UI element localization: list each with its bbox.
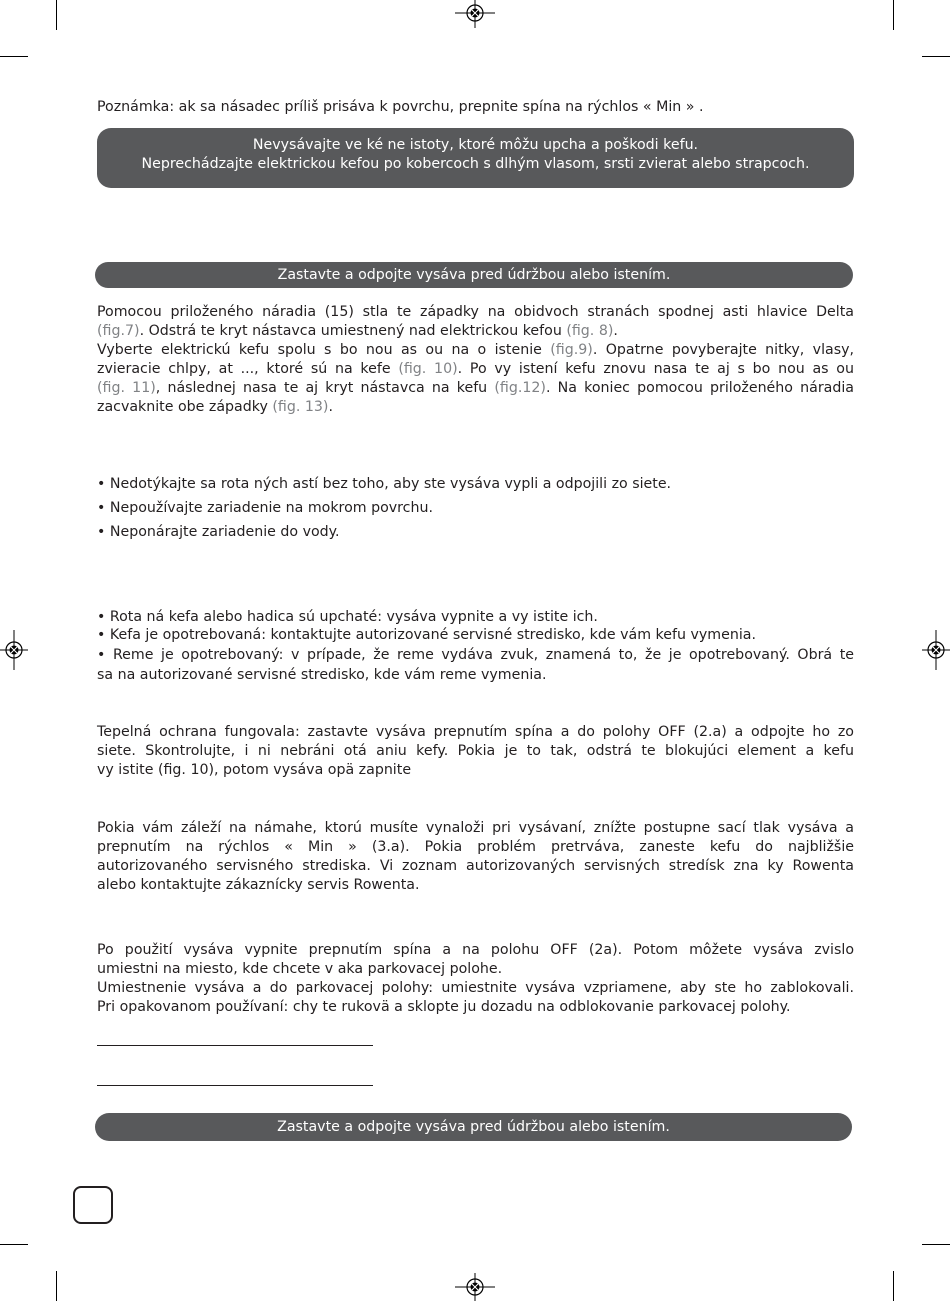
cleaning-text: zacvaknite obe západky xyxy=(97,399,273,415)
storage-line-1: Po použití vysáva vypnite prepnutím spína a na polohu OFF (2a). Potom môžete vysáva zvislo xyxy=(97,942,854,958)
trouble-bullet-cont: sa na autorizované servisné stredisko, kde vám reme vymenia. xyxy=(97,667,547,683)
registration-target-icon xyxy=(0,630,28,670)
thermal-line-3: vy istite (fig. 10), potom vysáva opä zapnite xyxy=(97,762,412,778)
crop-mark xyxy=(893,1271,894,1301)
registration-target-icon xyxy=(922,630,950,670)
cleaning-text: . Opatrne povyberajte nitky, vlasy, xyxy=(592,342,855,358)
safety-bullet: • Neponárajte zariadenie do vody. xyxy=(97,524,340,540)
trouble-bullet: • Reme je opotrebovaný: v prípade, že reme vydáva zvuk, znamená to, že je opotrebovaný. Obrá te xyxy=(97,647,854,663)
cleaning-text: . Na koniec pomocou priloženého náradia xyxy=(545,380,854,396)
cleaning-line-6 xyxy=(97,398,854,417)
figure-ref: (fig.7) xyxy=(97,323,140,339)
thermal-line-1: Tepelná ochrana fungovala: zastavte vysáva prepnutím spína a do polohy OFF (2.a) a odpojte ho zo xyxy=(97,724,854,740)
storage-line-3: Umiestnenie vysáva a do parkovacej polohy: umiestnite vysáva vzpriamene, aby ste ho zablokovali. xyxy=(97,980,854,996)
cleaning-line-4 xyxy=(97,360,854,379)
effort-line-4: alebo kontaktujte zákaznícky servis Rowenta. xyxy=(97,877,420,893)
trouble-bullet: • Rota ná kefa alebo hadica sú upchaté: vysáva vypnite a vy istite ich. xyxy=(97,609,598,625)
storage-line-4: Pri opakovanom používaní: chy te rukovä a sklopte ju dozadu na odblokovanie parkovacej polohy. xyxy=(97,999,791,1015)
trouble-bullet: • Kefa je opotrebovaná: kontaktujte autorizované servisné stredisko, kde vám kefu vymenia. xyxy=(97,627,756,643)
divider-line xyxy=(97,1045,373,1046)
cleaning-line-3 xyxy=(97,341,854,360)
maintenance-bar: Zastavte a odpojte vysáva pred údržbou alebo istením. xyxy=(95,262,853,288)
cleaning-text: Vyberte elektrickú kefu spolu s bo nou as ou na o istenie xyxy=(97,342,551,358)
warning-line-2: Neprechádzajte elektrickou kefou po kobercoch s dlhým vlasom, srsti zvierat alebo strapcoch. xyxy=(141,156,810,172)
cleaning-text: . xyxy=(613,323,618,339)
figure-ref: (fig. 11) xyxy=(97,380,156,396)
cleaning-line-5 xyxy=(97,379,854,398)
storage-line-2: umiestni na miesto, kde chcete v aka parkovacej polohe. xyxy=(97,961,503,977)
crop-mark xyxy=(56,1271,57,1301)
figure-ref: (fig. 10) xyxy=(398,361,458,377)
crop-mark xyxy=(922,1244,950,1245)
cleaning-line-2 xyxy=(97,322,854,341)
note-text: Poznámka: ak sa násadec príliš prisáva k povrchu, prepnite spína na rýchlos « Min » . xyxy=(97,99,704,115)
cleaning-text: , následnej nasa te aj kryt nástavca na kefu xyxy=(155,380,495,396)
warning-banner xyxy=(97,128,854,188)
safety-bullet: • Nepoužívajte zariadenie na mokrom povrchu. xyxy=(97,500,433,516)
figure-ref: (fig. 8) xyxy=(566,323,614,339)
effort-line-3: autorizovaného servisného strediska. Vi zoznam autorizovaných servisných stredísk zna ky Rowenta xyxy=(97,858,854,874)
maintenance-bar: Zastavte a odpojte vysáva pred údržbou alebo istením. xyxy=(95,1113,852,1141)
figure-ref: (fig. 13) xyxy=(272,399,329,415)
cleaning-text: . xyxy=(328,399,333,415)
registration-target-icon xyxy=(455,0,495,28)
effort-line-1: Pokia vám záleží na námahe, ktorú musíte vynaloži pri vysávaní, znížte postupne sací tlak vysáva a xyxy=(97,820,854,836)
figure-ref: (fig.12) xyxy=(494,380,546,396)
crop-mark xyxy=(0,1244,28,1245)
thermal-line-2: siete. Skontrolujte, i ni nebráni otá aniu kefy. Pokia je to tak, odstrá te blokujúci element a kefu xyxy=(97,743,854,759)
cleaning-text: zvieracie chlpy, at ..., ktoré sú na kefe xyxy=(97,361,399,377)
safety-bullet: • Nedotýkajte sa rota ných astí bez toho, aby ste vysáva vypli a odpojili zo siete. xyxy=(97,476,672,492)
figure-ref: (fig.9) xyxy=(550,342,593,358)
cleaning-text: . Po vy istení kefu znovu nasa te aj s bo nou as ou xyxy=(457,361,854,377)
cleaning-text: . Odstrá te kryt nástavca umiestnený nad elektrickou kefou xyxy=(139,323,567,339)
registration-target-icon xyxy=(455,1273,495,1301)
cleaning-line-1: Pomocou priloženého náradia (15) stla te západky na obidvoch stranách spodnej asti hlavice Delta xyxy=(97,304,854,320)
warning-line-1: Nevysávajte ve ké ne istoty, ktoré môžu upcha a poškodi kefu. xyxy=(252,137,699,153)
crop-mark xyxy=(922,56,950,57)
crop-mark xyxy=(56,0,57,30)
crop-mark xyxy=(893,0,894,30)
effort-line-2: prepnutím na rýchlos « Min » (3.a). Pokia problém pretrváva, zaneste kefu do najbližšie xyxy=(97,839,854,855)
crop-mark xyxy=(0,56,28,57)
divider-line xyxy=(97,1085,373,1086)
page-number-box xyxy=(73,1186,113,1224)
